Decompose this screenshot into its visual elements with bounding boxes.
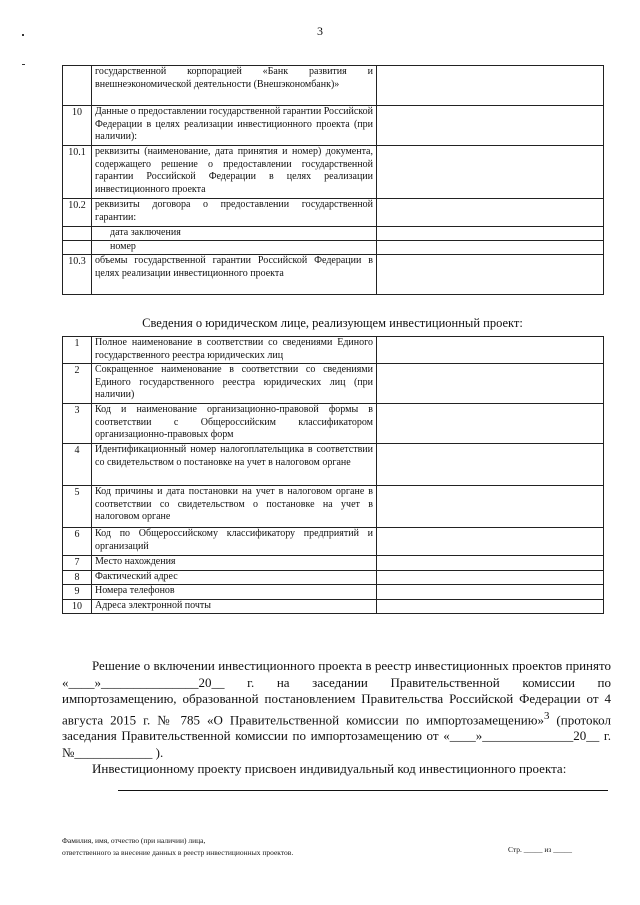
row-value-field[interactable]: [377, 364, 604, 404]
legal-entity-table: [62, 336, 604, 614]
decision-main-text: Решение о включении инвестиционного проекта в реестр инвестиционных проектов принято «____»_______________20__ г. на заседании Правительственной комиссии по импортозамещению, образованной постановлением Правительства Российской Федерации от 4 августа 2015 г. № 785 «О Правительственной комиссии по импортозамещению»: [62, 658, 611, 727]
guarantee-table: [62, 65, 604, 295]
table-row: [63, 146, 604, 199]
row-label: Код и наименование организационно-правовой формы в соответствии с Общероссийским классификатором организационно-правовых форм: [92, 404, 377, 444]
table-row: [63, 599, 604, 614]
row-value-field[interactable]: [377, 106, 604, 146]
table-row: [63, 570, 604, 585]
table-row: [63, 404, 604, 444]
row-value-field[interactable]: [377, 486, 604, 528]
row-value-field[interactable]: [377, 444, 604, 486]
responsible-person-note: [62, 835, 293, 859]
row-number: 4: [63, 444, 92, 486]
row-label: Код причины и дата постановки на учет в налоговом органе в соответствии со свидетельством о постановке на учет в налоговом органе: [92, 486, 377, 528]
row-label: Идентификационный номер налогоплательщика в соответствии со свидетельством о постановке на учет в налоговом органе: [92, 444, 377, 486]
table-row: [63, 66, 604, 106]
row-label: реквизиты договора о предоставлении государственной гарантии:: [92, 199, 377, 227]
row-number: [63, 227, 92, 241]
table-row: [63, 556, 604, 571]
row-value-field[interactable]: [377, 199, 604, 227]
row-value-field[interactable]: [377, 599, 604, 614]
row-label: номер: [92, 241, 377, 255]
table-row: [63, 337, 604, 364]
table-row: [63, 199, 604, 227]
row-number: [63, 241, 92, 255]
row-number: 9: [63, 585, 92, 600]
row-number: [63, 66, 92, 106]
table-row: [63, 486, 604, 528]
table-row: [63, 585, 604, 600]
row-number: 3: [63, 404, 92, 444]
row-value-field[interactable]: [377, 146, 604, 199]
row-number: 10.2: [63, 199, 92, 227]
row-label: Место нахождения: [92, 556, 377, 571]
row-label: государственной корпорацией «Банк развития и внешнеэкономической деятельности (Внешэкономбанк)»: [92, 66, 377, 106]
row-value-field[interactable]: [377, 255, 604, 295]
row-value-field[interactable]: [377, 570, 604, 585]
table-row: [63, 241, 604, 255]
table-row: [63, 364, 604, 404]
table-row: [63, 528, 604, 556]
row-label: Сокращенное наименование в соответствии со сведениями Единого государственного реестра юридических лиц (при наличии): [92, 364, 377, 404]
row-label: Данные о предоставлении государственной гарантии Российской Федерации в целях реализации инвестиционного проекта (при наличии):: [92, 106, 377, 146]
row-number: 10: [63, 599, 92, 614]
row-label: Полное наименование в соответствии со сведениями Единого государственного реестра юридических лиц: [92, 337, 377, 364]
row-number: 10.3: [63, 255, 92, 295]
footer-line: Фамилия, имя, отчество (при наличии) лица,: [62, 836, 206, 845]
margin-mark-top: [22, 34, 24, 36]
row-value-field[interactable]: [377, 556, 604, 571]
row-number: 1: [63, 337, 92, 364]
table-row: [63, 444, 604, 486]
row-label: дата заключения: [92, 227, 377, 241]
code-paragraph: Инвестиционному проекту присвоен индивидуальный код инвестиционного проекта:: [92, 761, 567, 777]
row-label: Номера телефонов: [92, 585, 377, 600]
table-row: [63, 227, 604, 241]
row-value-field[interactable]: [377, 585, 604, 600]
row-value-field[interactable]: [377, 528, 604, 556]
row-label: Код по Общероссийскому классификатору предприятий и организаций: [92, 528, 377, 556]
margin-mark-bottom: [22, 64, 25, 65]
decision-text: [62, 658, 611, 778]
row-value-field[interactable]: [377, 337, 604, 364]
row-number: 2: [63, 364, 92, 404]
page-number: 3: [317, 24, 323, 38]
row-label: реквизиты (наименование, дата принятия и номер) документа, содержащего решение о предоставлении государственной гарантии Российской Федерации в целях реализации инвестиционного проекта: [92, 146, 377, 199]
row-number: 7: [63, 556, 92, 571]
table-row: [63, 106, 604, 146]
decision-protocol-text: (протокол заседания Правительственной комиссии по импортозамещению от «____»______________20__ г. №____________ ).: [62, 711, 611, 760]
decision-paragraph: [62, 658, 611, 761]
row-label: Адреса электронной почты: [92, 599, 377, 614]
row-value-field[interactable]: [377, 404, 604, 444]
row-number: 10: [63, 106, 92, 146]
table-row: [63, 255, 604, 295]
row-label: объемы государственной гарантии Российской Федерации в целях реализации инвестиционного проекта: [92, 255, 377, 295]
row-number: 8: [63, 570, 92, 585]
footnote-mark: 3: [543, 709, 550, 722]
footer-line: ответственного за внесение данных в реестр инвестиционных проектов.: [62, 848, 294, 857]
section-heading: Сведения о юридическом лице, реализующем инвестиционный проект:: [142, 316, 523, 330]
row-label: Фактический адрес: [92, 570, 377, 585]
row-value-field[interactable]: [377, 66, 604, 106]
row-number: 6: [63, 528, 92, 556]
row-value-field[interactable]: [377, 227, 604, 241]
page-counter: Стр. _____ из _____: [508, 845, 572, 854]
row-value-field[interactable]: [377, 241, 604, 255]
row-number: 10.1: [63, 146, 92, 199]
row-number: 5: [63, 486, 92, 528]
project-code-field[interactable]: [118, 790, 608, 791]
